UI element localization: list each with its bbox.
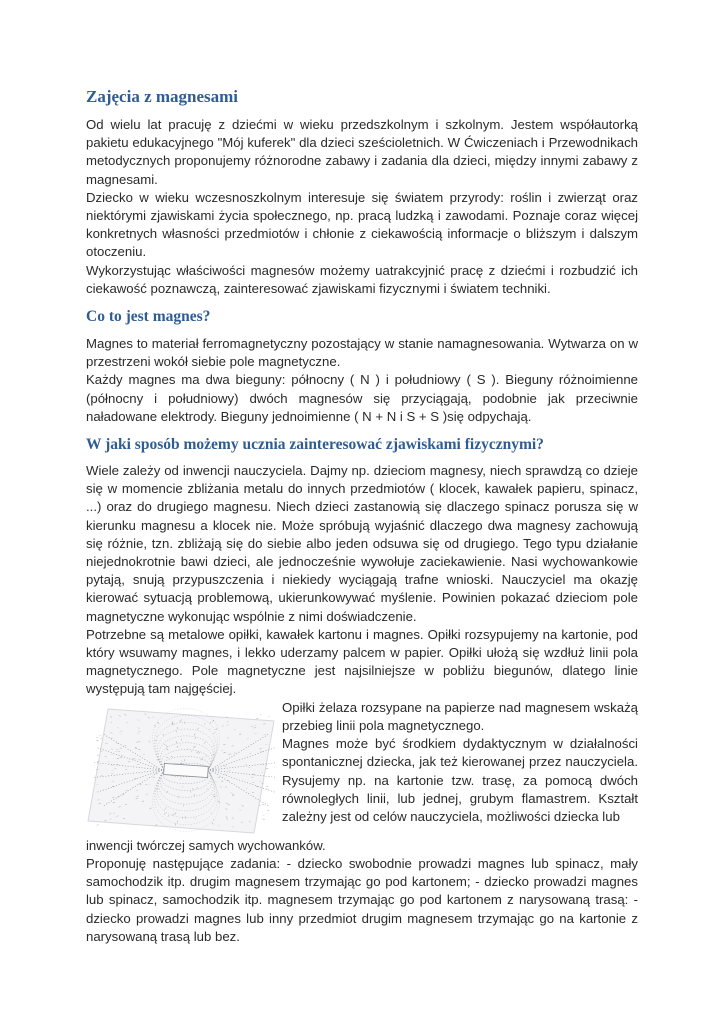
intro-paragraph-2: Dziecko w wieku wczesnoszkolnym interesuje się światem przyrody: roślin i zwierząt oraz niektórymi zjawiskami życia społecznego, np. pracą ludzką i zawodami. Poznaje coraz więcej konkretnych własności przedmiotów i chłonie z ciekawością informacje o bliższym i dalszym otoczeniu. (86, 189, 638, 260)
final-paragraph: Proponuję następujące zadania: - dziecko swobodnie prowadzi magnes lub spinacz, mały samochodzik itp. drugim magnesem trzymając go pod kartonem; - dziecko prowadzi magnes lub spinacz, samochodzik itp. magnesem trzymając go pod kartonem z narysowaną trasą: - dziecko prowadzi magnes lub inny przedmiot drugim magnesem trzymając go na kartonie z narysowaną trasą lub bez. (86, 855, 638, 944)
section1-paragraph-1: Magnes to materiał ferromagnetyczny pozostający w stanie namagnesowania. Wytwarza on w przestrzeni wokół siebie pole magnetyczne. (86, 336, 638, 370)
iron-filing (99, 735, 101, 736)
iron-filing (259, 714, 261, 715)
section1-heading: Co to jest magnes? (86, 308, 211, 326)
iron-filing (267, 810, 269, 811)
intro-paragraph-3: Wykorzystując właściwości magnesów możemy uatrakcyjnić pracę z dziećmi i rozbudzić ich ciekawość poznawczą, zainteresować zjawiskami fizycznymi i światem techniki. (86, 262, 638, 296)
figure-caption: Opiłki żelaza rozsypane na papierze nad magnesem wskażą przebieg linii pola magnetycznego. (282, 699, 638, 733)
page-title: Zajęcia z magnesami (86, 87, 239, 106)
magnetic-field-image (86, 705, 276, 837)
iron-filing (97, 824, 99, 825)
figure-side-paragraph: Magnes może być środkiem dydaktycznym w działalności spontanicznej dziecka, jak też kierowanej przez nauczyciela. Rysujemy np. na kartonie tzw. trasę, za pomocą dwóch równoległych linii, lub jednej, grubym flamastrem. Kształt zależny jest od celów nauczyciela, możliwości dziecka lub (282, 736, 638, 824)
after-figure-text: inwencji twórczej samych wychowanków. (86, 837, 326, 853)
iron-filing (263, 815, 265, 816)
document-page (86, 86, 638, 946)
section2-paragraph-2: Potrzebne są metalowe opiłki, kawałek kartonu i magnes. Opiłki rozsypujemy na kartonie, pod który wsuwamy magnes, i lekko uderzamy palcem w papier. Opiłki ułożą się wzdłuż linii pola magnetycznego. Pole magnetyczne jest najsilniejsze w pobliżu biegunów, dlatego linie występują tam najgęściej. (86, 626, 638, 697)
iron-filing (263, 818, 265, 819)
intro-paragraph-1: Od wielu lat pracuję z dziećmi w wieku przedszkolnym i szkolnym. Jestem współautorką pakietu edukacyjnego "Mój kuferek" dla dzieci sześcioletnich. W Ćwiczeniach i Przewodnikach metodycznych proponujemy różnorodne zabawy i zadania dla dzieci, między innymi zabawy z magnesami. (86, 117, 638, 187)
iron-filing (256, 718, 258, 719)
section2-heading: W jaki sposób możemy ucznia zainteresować zjawiskami fizycznymi? (86, 436, 544, 454)
iron-filing (268, 715, 270, 716)
figure-row (86, 699, 638, 837)
iron-filings-illustration (86, 705, 276, 835)
iron-filing (262, 804, 264, 805)
section1-paragraph-2: Każdy magnes ma dwa bieguny: północny ( N ) i południowy ( S ). Bieguny różnoimienne (północny i południowy) dwóch magnesów się przyciągają, podobnie jak przeciwnie naładowane elektrody. Bieguny jednoimienne ( N + N i S + S )się odpychają. (86, 372, 638, 424)
section2-paragraph-1: Wiele zależy od inwencji nauczyciela. Dajmy np. dzieciom magnesy, niech sprawdzą co dzieje się w momencie zbliżania metalu do innych przedmiotów ( klocek, kawałek papieru, spinacz, ...) oraz do drugiego magnesu. Niech dzieci zastanowią się dlaczego spinacz porusza się w kierunku magnesu a klocek nie. Może spróbują wyjaśnić dlaczego dwa magnesy zachowują się różnie, tzn. zbliżają się do siebie albo jeden odsuwa się od drugiego. Tego typu działanie niejednokrotnie bawi dzieci, ale jednocześnie wywołuje zaciekawienie. Nasi wychowankowie pytają, snują przypuszczenia i niekiedy wyciągają trafne wnioski. Nauczyciel ma okazję kierować sytuacją problemową, ukierunkowywać myślenie. Powinien pokazać dzieciom pole magnetyczne wykonując wspólnie z nimi doświadczenie. (86, 463, 638, 624)
